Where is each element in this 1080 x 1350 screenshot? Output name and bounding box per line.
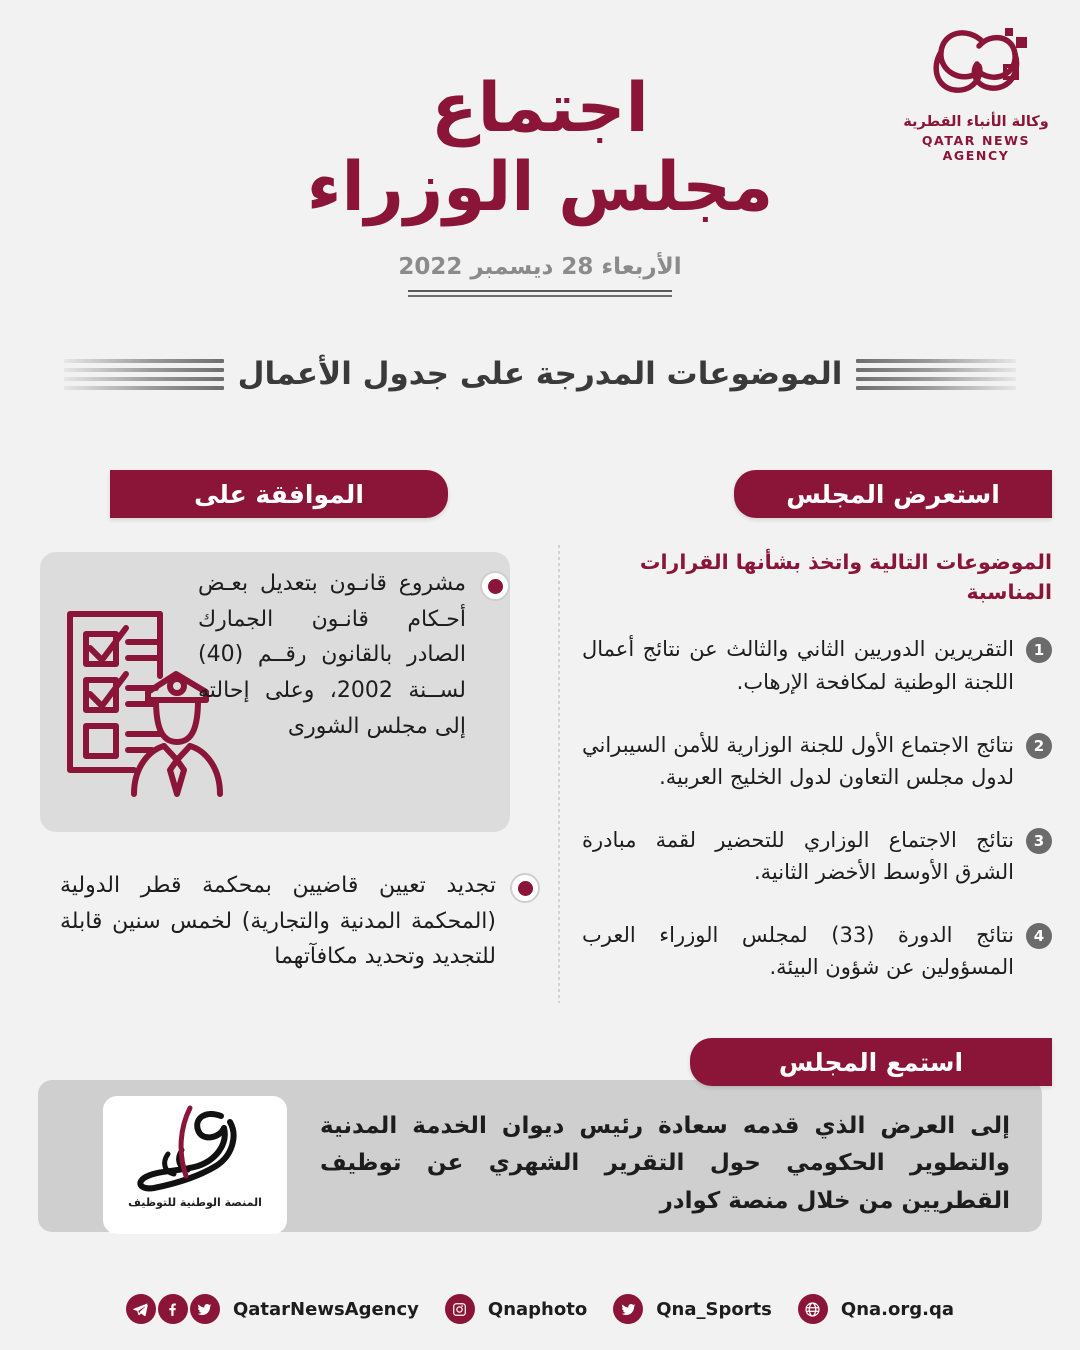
section-badge-listened: استمع المجلس (690, 1038, 1052, 1086)
list-item (582, 824, 1052, 889)
meeting-date: الأربعاء 28 ديسمبر 2022 (398, 253, 682, 280)
subtitle-lines-right (64, 359, 224, 390)
page-title-line1: اجتماع (431, 69, 649, 148)
subtitle-lines-left (856, 359, 1016, 390)
twitter-icon[interactable] (613, 1294, 643, 1324)
social-group-instagram (445, 1294, 587, 1324)
item-number-badge: 1 (1026, 637, 1052, 663)
social-label: QatarNewsAgency (232, 1298, 419, 1320)
social-group-main (126, 1294, 419, 1324)
social-label: Qna.org.qa (840, 1298, 955, 1320)
list-item (582, 729, 1052, 794)
approved-item-1 (198, 566, 510, 744)
agenda-subtitle-row (0, 356, 1080, 392)
page-title-line2: مجلس الوزراء (306, 147, 774, 227)
date-double-rule (408, 290, 672, 297)
item-text: مشروع قانـون بتعديل بعـض أحـكام قانـون الجمارك الصادر بالقانون رقــم (40) لســنة 2002، وعلى إحالته إلى مجلس الشورى (198, 571, 466, 739)
bullet-dot-icon (480, 571, 510, 601)
list-item (582, 633, 1052, 698)
item-text: نتائج الاجتماع الوزاري للتحضير لقمة مبادرة الشرق الأوسط الأخضر الثانية. (582, 827, 1014, 885)
column-divider (558, 545, 560, 1003)
kawader-wordmark-icon (120, 1104, 270, 1200)
approved-item-2 (60, 868, 540, 975)
item-number-badge: 2 (1026, 733, 1052, 759)
globe-icon[interactable] (798, 1294, 828, 1324)
social-group-website (798, 1294, 954, 1324)
kawader-logo-card (103, 1096, 287, 1234)
item-text: تجديد تعيين قاضيين بمحكمة قطر الدولية (المحكمة المدنية والتجارية) لخمس سنين قابلة للتجديد وتحديد مكافآتهما (60, 873, 496, 970)
list-item (582, 919, 1052, 984)
bullet-dot-icon (510, 873, 540, 903)
section-badge-reviewed: استعرض المجلس (734, 470, 1052, 518)
item-number-badge: 3 (1026, 828, 1052, 854)
qna-logo-arabic: وكالة الأنباء القطرية (903, 114, 1049, 130)
reviewed-intro: الموضوعات التالية واتخذ بشأنها القرارات المناسبة (639, 550, 1052, 604)
kawader-caption: المنصة الوطنية للتوظيف (128, 1196, 262, 1209)
agenda-subtitle: الموضوعات المدرجة على جدول الأعمال (237, 356, 843, 392)
twitter-icon[interactable] (190, 1294, 220, 1324)
facebook-icon[interactable] (158, 1294, 188, 1324)
instagram-icon[interactable] (445, 1294, 475, 1324)
item-text: نتائج الاجتماع الأول للجنة الوزارية للأمن السيبراني لدول مجلس التعاون لدول الخليج العربية. (582, 732, 1014, 790)
telegram-icon[interactable] (126, 1294, 156, 1324)
reviewed-section (582, 548, 1052, 1014)
social-label: Qna_Sports (656, 1298, 772, 1320)
page-title-block (0, 70, 1080, 297)
item-text: التقريرين الدوريين الثاني والثالث عن نتائج أعمال اللجنة الوطنية لمكافحة الإرهاب. (582, 637, 1014, 694)
social-label: Qnaphoto (487, 1298, 588, 1320)
item-number-badge: 4 (1026, 923, 1052, 949)
listened-text: إلى العرض الذي قدمه سعادة رئيس ديوان الخدمة المدنية والتطوير الحكومي حول التقرير الشهري عن توظيف القطريين من خلال منصة كوادر (320, 1113, 1010, 1214)
social-footer (0, 1294, 1080, 1324)
social-group-sports (613, 1294, 772, 1324)
item-text: نتائج الدورة (33) لمجلس الوزراء العرب المسؤولين عن شؤون البيئة. (582, 922, 1014, 980)
section-badge-approved: الموافقة على (110, 470, 448, 518)
qna-logo-english: QATAR NEWS AGENCY (921, 133, 1031, 163)
